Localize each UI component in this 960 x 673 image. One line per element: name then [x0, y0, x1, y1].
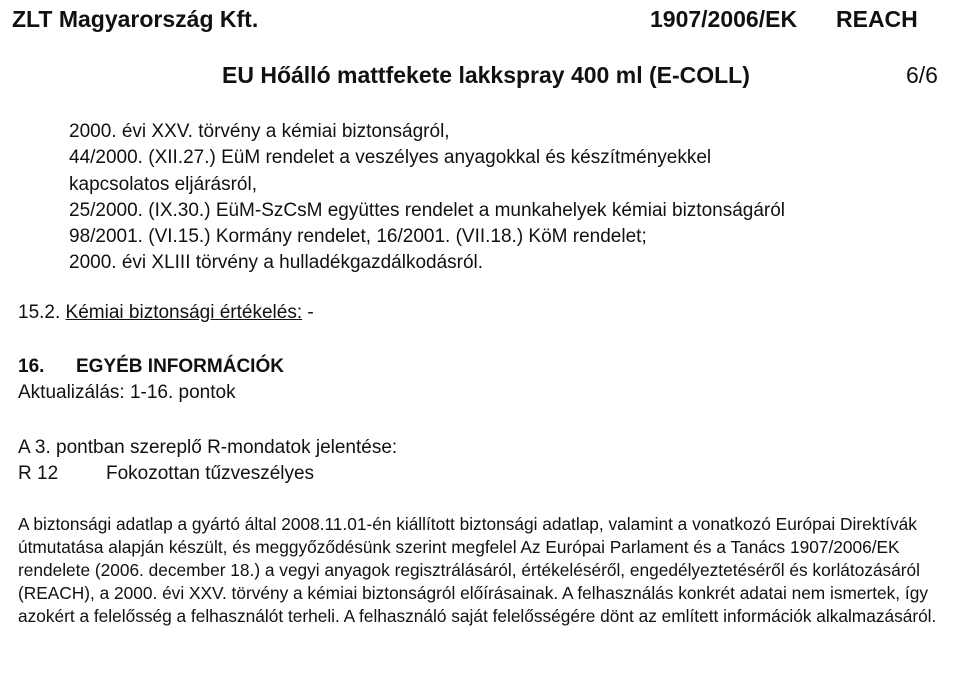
section-15-2 — [18, 302, 314, 324]
section-16-heading — [18, 356, 284, 378]
legal-references-list — [69, 119, 785, 277]
section-15-2-title: Kémiai biztonsági értékelés: — [65, 302, 303, 323]
r-phrase-text: Fokozottan tűzveszélyes — [106, 463, 315, 484]
legal-reference-item: 98/2001. (VI.15.) Kormány rendelet, 16/2001. (VII.18.) KöM rendelet; — [69, 226, 647, 248]
legal-reference-item: 2000. évi XXV. törvény a kémiai biztonságról, — [69, 121, 450, 142]
legal-reference-item: 2000. évi XLIII törvény a hulladékgazdálkodásról. — [69, 252, 484, 274]
r-phrase-code: R 12 — [18, 463, 59, 484]
legal-reference-item: 44/2000. (XII.27.) EüM rendelet a veszélyes anyagokkal és készítményekkel — [69, 147, 712, 169]
regulation-number: 1907/2006/EK — [650, 6, 798, 32]
page-number: 6/6 — [906, 62, 938, 88]
update-note: Aktualizálás: 1-16. pontok — [18, 382, 236, 403]
company-name: ZLT Magyarország Kft. — [12, 6, 259, 32]
reach-label: REACH — [836, 6, 918, 32]
product-name: EU Hőálló mattfekete lakkspray 400 ml (E-COLL) — [222, 62, 750, 88]
legal-reference-item: kapcsolatos eljárásról, — [69, 173, 257, 195]
section-16-number: 16. — [18, 356, 45, 377]
r-phrase-row — [18, 463, 314, 485]
disclaimer-paragraph: A biztonsági adatlap a gyártó által 2008.11.01-én kiállított biztonsági adatlap, valamint a vonatkozó Európai Direktívák útmutatása alapján készült, és meggyőződésünk szerint megfelel Az Európai Parlament és a Tanács 1907/2006/EK rendelete (2006. december 18.) a vegyi anyagok regisztrálásáról, értékeléséről, engedélyeztetéséről és korlátozásáról (REACH), a 2000. évi XXV. törvény a kémiai biztonságról előírásainak. A felhasználás konkrét adatai nem ismertek, így azokért a felelősség a felhasználót terheli. A felhasználó saját felelősségére dönt az említett információk alkalmazásáról. — [18, 514, 937, 626]
section-15-2-value: - — [307, 302, 314, 323]
section-16-title: EGYÉB INFORMÁCIÓK — [76, 356, 284, 377]
section-15-2-number: 15.2. — [18, 302, 61, 323]
r-phrases-heading: A 3. pontban szereplő R-mondatok jelentése: — [18, 437, 398, 458]
legal-reference-item: 25/2000. (IX.30.) EüM-SzCsM együttes rendelet a munkahelyek kémiai biztonságáról — [69, 199, 786, 221]
